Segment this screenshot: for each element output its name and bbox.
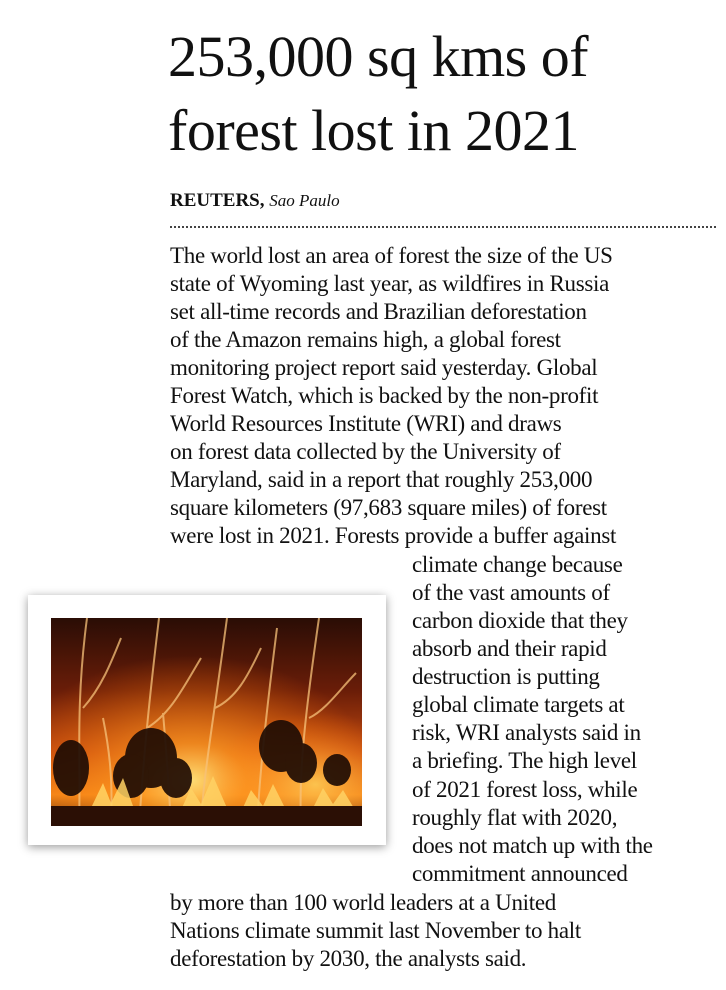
- byline: [170, 190, 340, 212]
- body-line: climate change because: [412, 552, 623, 577]
- body-line: carbon dioxide that they: [412, 608, 628, 633]
- wildfire-photo: [51, 618, 362, 826]
- body-line: of the Amazon remains high, a global forest: [170, 327, 561, 352]
- body-line: does not match up with the: [412, 833, 653, 858]
- byline-city: Sao Paulo: [269, 191, 340, 210]
- body-line: destruction is putting: [412, 664, 600, 689]
- photo-frame: [28, 595, 386, 845]
- headline-line: forest lost in 2021: [168, 98, 579, 163]
- body-line: were lost in 2021. Forests provide a buffer against: [170, 523, 617, 548]
- body-line: of 2021 forest loss, while: [412, 777, 638, 802]
- body-line: World Resources Institute (WRI) and draws: [170, 411, 562, 436]
- dotted-divider: [170, 226, 716, 228]
- body-line: a briefing. The high level: [412, 748, 637, 773]
- headline: [168, 20, 718, 168]
- body-line: risk, WRI analysts said in: [412, 720, 641, 745]
- body-line: Forest Watch, which is backed by the non-profit: [170, 383, 599, 408]
- body-line: roughly flat with 2020,: [412, 805, 618, 830]
- body-line: deforestation by 2030, the analysts said.: [170, 946, 527, 971]
- body-line: square kilometers (97,683 square miles) of forest: [170, 495, 607, 520]
- body-line: monitoring project report said yesterday. Global: [170, 355, 598, 380]
- body-line: The world lost an area of forest the size of the US: [170, 243, 613, 268]
- body-line: commitment announced: [412, 861, 628, 886]
- body-line: by more than 100 world leaders at a United: [170, 890, 556, 915]
- byline-agency: REUTERS,: [170, 190, 265, 211]
- headline-line: 253,000 sq kms of: [168, 24, 589, 89]
- body-line: state of Wyoming last year, as wildfires in Russia: [170, 271, 609, 296]
- body-line: on forest data collected by the University of: [170, 439, 561, 464]
- body-line: Maryland, said in a report that roughly 253,000: [170, 467, 593, 492]
- body-line: set all-time records and Brazilian deforestation: [170, 299, 587, 324]
- body-line: absorb and their rapid: [412, 636, 607, 661]
- body-line: global climate targets at: [412, 692, 625, 717]
- body-line: of the vast amounts of: [412, 580, 610, 605]
- body-line: Nations climate summit last November to halt: [170, 918, 581, 943]
